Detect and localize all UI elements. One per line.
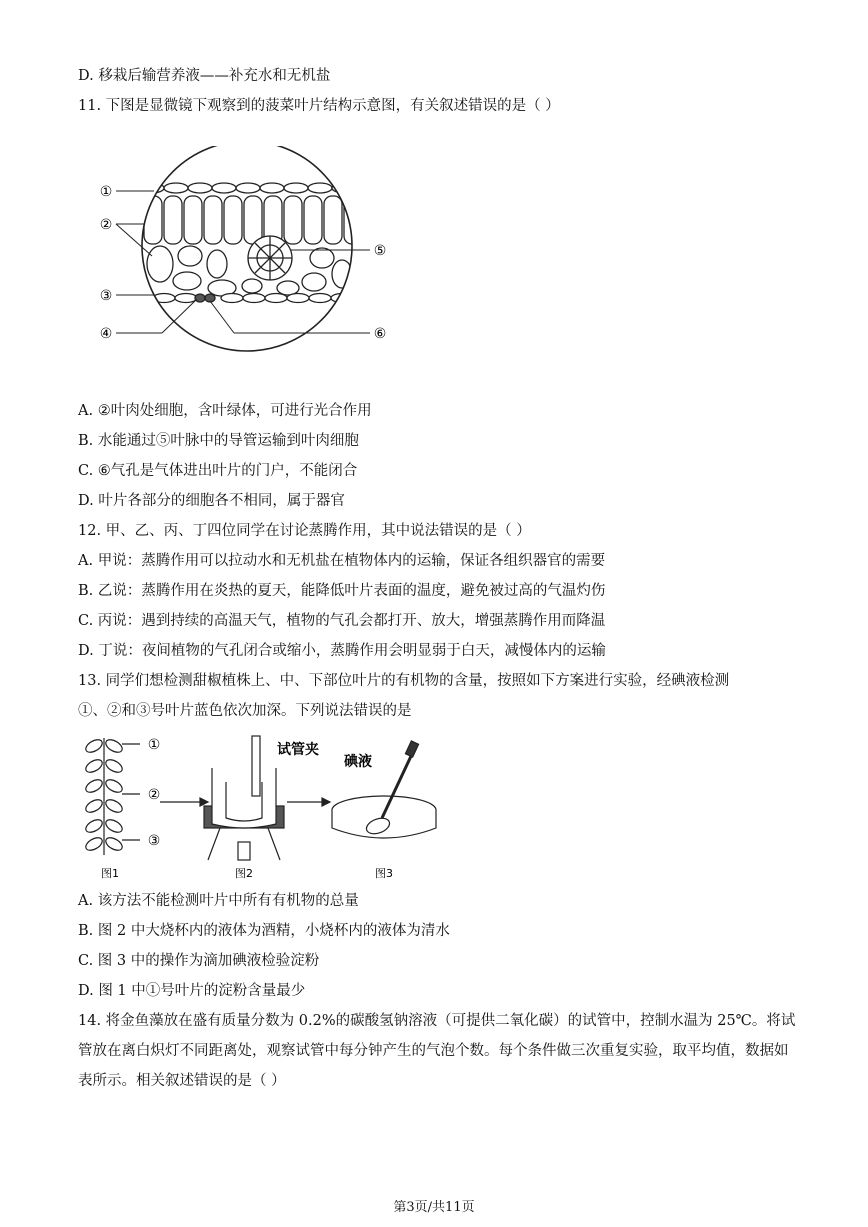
lower-epidermis bbox=[153, 294, 353, 303]
q11-stem: 11. 下图是显微镜下观察到的菠菜叶片结构示意图，有关叙述错误的是（ ） bbox=[78, 98, 560, 114]
fig-leaf-label-1: ① bbox=[147, 737, 161, 753]
q13-option-c: C. 图 3 中的操作为滴加碘液检验淀粉 bbox=[78, 953, 320, 969]
q13-option-a: A. 该方法不能检测叶片中所有有机物的总量 bbox=[78, 893, 359, 909]
q10-option-d: D. 移栽后输营养液——补充水和无机盐 bbox=[78, 68, 331, 84]
upper-epidermis bbox=[140, 183, 356, 193]
label-3: ③ bbox=[99, 288, 113, 304]
q13-option-d: D. 图 1 中①号叶片的淀粉含量最少 bbox=[78, 983, 306, 999]
label-5: ⑤ bbox=[373, 243, 387, 259]
fig-leaf-label-3: ③ bbox=[147, 833, 161, 849]
label-2: ② bbox=[99, 217, 113, 233]
q12-option-d: D. 丁说：夜间植物的气孔闭合或缩小，蒸腾作用会明显弱于白天，减慢体内的运输 bbox=[78, 643, 606, 659]
water-bath-beaker bbox=[204, 736, 284, 860]
fig1-caption: 图1 bbox=[101, 867, 119, 880]
page-number: 第3页/共11页 bbox=[393, 1200, 475, 1215]
label-4: ④ bbox=[99, 326, 113, 342]
q12-option-b: B. 乙说：蒸腾作用在炎热的夏天，能降低叶片表面的温度，避免被过高的气温灼伤 bbox=[78, 583, 606, 599]
q12-option-c: C. 丙说：遇到持续的高温天气，植物的气孔会都打开、放大，增强蒸腾作用而降温 bbox=[78, 613, 606, 629]
iodine-label: 碘液 bbox=[344, 754, 372, 770]
test-tube-clamp-label: 试管夹 bbox=[277, 742, 319, 758]
label-6: ⑥ bbox=[373, 326, 387, 342]
q14-stem: 14. 将金鱼藻放在盛有质量分数为 0.2%的碳酸氢钠溶液（可提供二氧化碳）的试管中，控制水温为 25℃。将试管放在离白炽灯不同距离处，观察试管中每分钟产生的气泡个数。每个条件做三次重复实验，取平均值，数据如表所示。相关叙述错误的是（ ） bbox=[78, 1013, 796, 1089]
q11-option-b: B. 水能通过⑤叶脉中的导管运输到叶肉细胞 bbox=[78, 433, 359, 449]
fig3-caption: 图3 bbox=[375, 867, 393, 880]
experiment-figure bbox=[82, 730, 452, 882]
palisade-cells bbox=[144, 196, 362, 244]
q13-option-b: B. 图 2 中大烧杯内的液体为酒精，小烧杯内的液体为清水 bbox=[78, 923, 450, 939]
leaf-cross-section-figure bbox=[92, 146, 402, 376]
plant-stem-figure bbox=[84, 737, 125, 855]
q11-option-c: C. ⑥气孔是气体进出叶片的门户，不能闭合 bbox=[78, 463, 358, 479]
q13-stem-line2: ①、②和③号叶片蓝色依次加深。下列说法错误的是 bbox=[78, 703, 412, 719]
q11-option-d: D. 叶片各部分的细胞各不相同，属于器官 bbox=[78, 493, 345, 509]
fig2-caption: 图2 bbox=[235, 867, 253, 880]
fig-leaf-label-2: ② bbox=[147, 787, 161, 803]
vein-bundle bbox=[248, 236, 292, 280]
q12-option-a: A. 甲说：蒸腾作用可以拉动水和无机盐在植物体内的运输，保证各组织器官的需要 bbox=[78, 553, 606, 569]
q13-stem-line1: 13. 同学们想检测甜椒植株上、中、下部位叶片的有机物的含量，按照如下方案进行实验，经碘液检测 bbox=[78, 673, 730, 689]
q12-stem: 12. 甲、乙、丙、丁四位同学在讨论蒸腾作用，其中说法错误的是（ ） bbox=[78, 523, 531, 539]
q11-option-a: A. ②叶肉处细胞，含叶绿体，可进行光合作用 bbox=[78, 403, 372, 419]
label-1: ① bbox=[99, 184, 113, 200]
